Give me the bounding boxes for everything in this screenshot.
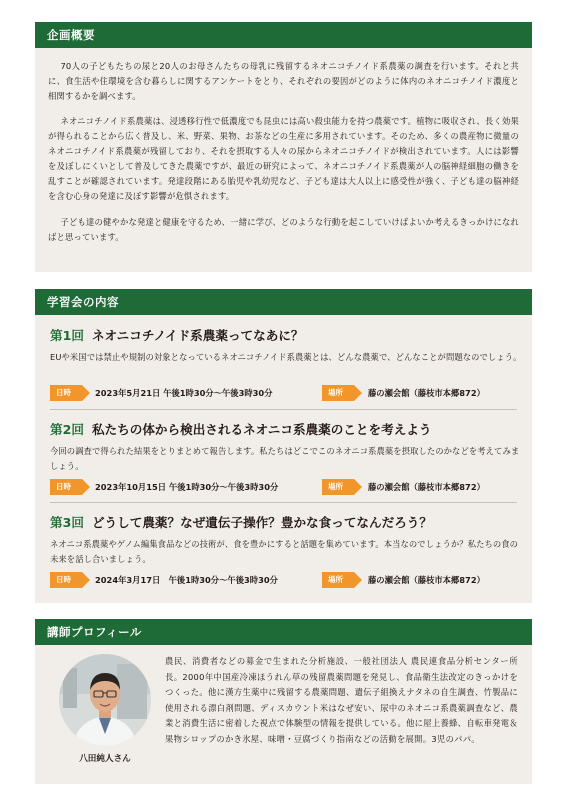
session-3-info — [50, 572, 530, 588]
date-tag: 日時 — [50, 385, 82, 401]
place-tag: 場所 — [322, 479, 354, 495]
session-3-place: 藤の瀬会館（藤枝市本郷872） — [368, 575, 485, 585]
overview-paragraph-2: ネオニコチノイド系農薬は、浸透移行性で低濃度でも昆虫には高い殺虫能力を持つ農薬です。植物に吸収され、長く効果が得られることから広く普及し、米、野菜、果物、お茶などの生産に多用されています。そのため、多くの農産物に微量のネオニコチノイド系農薬が残留しており、それを摂取する人々の尿からネオニコチノイドが検出されています。人には影響を及ぼしにくいとして普及してきた農薬ですが、最近の研究によって、ネオニコチノイド系農薬が人の脳神経細胞の働きを乱すことが確認されています。発達段階にある胎児や乳幼児など、子ども達は大人以上に感受性が強く、子ども達の脳神経を含む心身の発達に及ぼす影響が危惧されます。 — [48, 116, 519, 201]
date-tag: 日時 — [50, 572, 82, 588]
session-1-description: EUや米国では禁止や規制の対象となっているネオニコチノイド系農薬とは、どんな農薬で、どんなことが問題なのでしょう。 — [50, 352, 522, 362]
session-3-number: 第3回 — [50, 515, 84, 530]
session-3-title-text: どうして農薬？なぜ遺伝子操作？豊かな食ってなんだろう？ — [91, 515, 432, 530]
session-1-place: 藤の瀬会館（藤枝市本郷872） — [368, 388, 485, 398]
overview-section — [35, 22, 532, 272]
date-tag: 日時 — [50, 479, 82, 495]
profile-heading: 講師プロフィール — [35, 619, 532, 645]
lecturer-bio: 農民、消費者などの募金で生まれた分析施設、一般社団法人 農民連食品分析センター所長。2000年中国産冷凍ほうれん草の残留農薬問題を発見し、食品衛生法改定のきっかけをつくった。他に漢方生薬中に残留する農薬問題、遺伝子組換えナタネの自生調査、竹製品に使用される漂白剤問題、ディスカウント米はなぜ安い、尿中のネオニコ系農薬調査など、農業と消費生活に密着した視点で体験型の情報を提供している。他に屋上養蜂、自転車発電＆果物シロップのかき氷屋、味噌・豆腐づくり指南などの活動を展開。3児のパパ。 — [165, 656, 518, 744]
lecturer-name: 八田純人さん — [79, 754, 131, 764]
session-1-info — [50, 385, 530, 401]
session-1-title — [50, 328, 304, 344]
sessions-section — [35, 289, 532, 603]
place-tag: 場所 — [322, 572, 354, 588]
session-2-info — [50, 479, 530, 495]
session-1-title-text: ネオニコチノイド系農薬ってなあに？ — [91, 328, 304, 343]
overview-paragraph-3: 子ども達の健やかな発達と健康を守るため、一緒に学び、どのような行動を起こしていけばよいか考えるきっかけになればと思っています。 — [48, 217, 519, 242]
overview-heading: 企画概要 — [35, 22, 532, 48]
session-2-date: 2023年10月15日 午後1時30分～午後3時30分 — [95, 482, 279, 492]
divider — [50, 502, 517, 503]
lecturer-photo — [59, 654, 151, 746]
session-1-number: 第1回 — [50, 328, 84, 343]
session-3-title — [50, 515, 432, 531]
sessions-heading: 学習会の内容 — [35, 289, 532, 315]
session-3-description: ネオニコ系農薬やゲノム編集食品などの技術が、食を豊かにすると話題を集めています。本当なのでしょうか？私たちの食の未来を話し合いましょう。 — [50, 539, 519, 564]
divider — [50, 409, 517, 410]
session-2-title-text: 私たちの体から検出されるネオニコ系農薬のことを考えよう — [91, 422, 432, 437]
session-2-description: 今回の調査で得られた結果をとりまとめて報告します。私たちはどこでこのネオニコ系農薬を摂取したのかなどを考えてみましょう。 — [50, 446, 520, 471]
place-tag: 場所 — [322, 385, 354, 401]
session-3-date: 2024年3月17日 午後1時30分～午後3時30分 — [95, 575, 278, 585]
session-1-date: 2023年5月21日 午後1時30分～午後3時30分 — [95, 388, 273, 398]
overview-paragraph-1: 70人の子どもたちの尿と20人のお母さんたちの母乳に残留するネオニコチノイド系農薬の調査を行います。それと共に、食生活や住環境を含む暮らしに関するアンケートをとり、それぞれの要因がどのように体内のネオニコチノイド濃度と相関するかを調べます。 — [48, 61, 519, 101]
lecturer-portrait-illustration — [59, 654, 151, 746]
session-2-number: 第2回 — [50, 422, 84, 437]
session-2-place: 藤の瀬会館（藤枝市本郷872） — [368, 482, 485, 492]
session-2-title — [50, 422, 431, 438]
profile-section — [35, 619, 532, 784]
